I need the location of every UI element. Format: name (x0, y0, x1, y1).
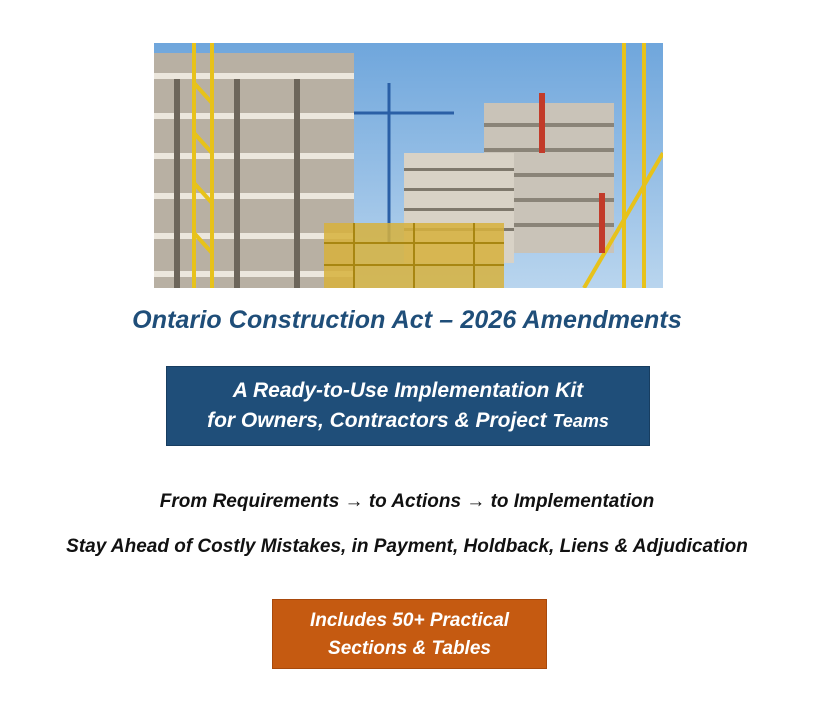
includes-line-1: Includes 50+ Practical (309, 610, 510, 631)
kit-line-2-small: Teams (552, 411, 609, 431)
document-title: Ontario Construction Act – 2026 Amendments (132, 306, 682, 334)
implementation-kit-banner (166, 366, 650, 446)
includes-badge (272, 599, 547, 669)
construction-site-photo (154, 43, 663, 288)
tagline-process: From Requirements → to Actions → to Implementation (159, 491, 655, 512)
tagline-benefits: Stay Ahead of Costly Mistakes, in Payment, Holdback, Liens & Adjudication (66, 536, 748, 557)
kit-line-2-main: for Owners, Contractors & Project (207, 409, 547, 432)
includes-line-2: Sections & Tables (328, 638, 491, 659)
kit-line-1: A Ready-to-Use Implementation Kit (232, 379, 584, 402)
kit-line-2 (167, 407, 649, 435)
